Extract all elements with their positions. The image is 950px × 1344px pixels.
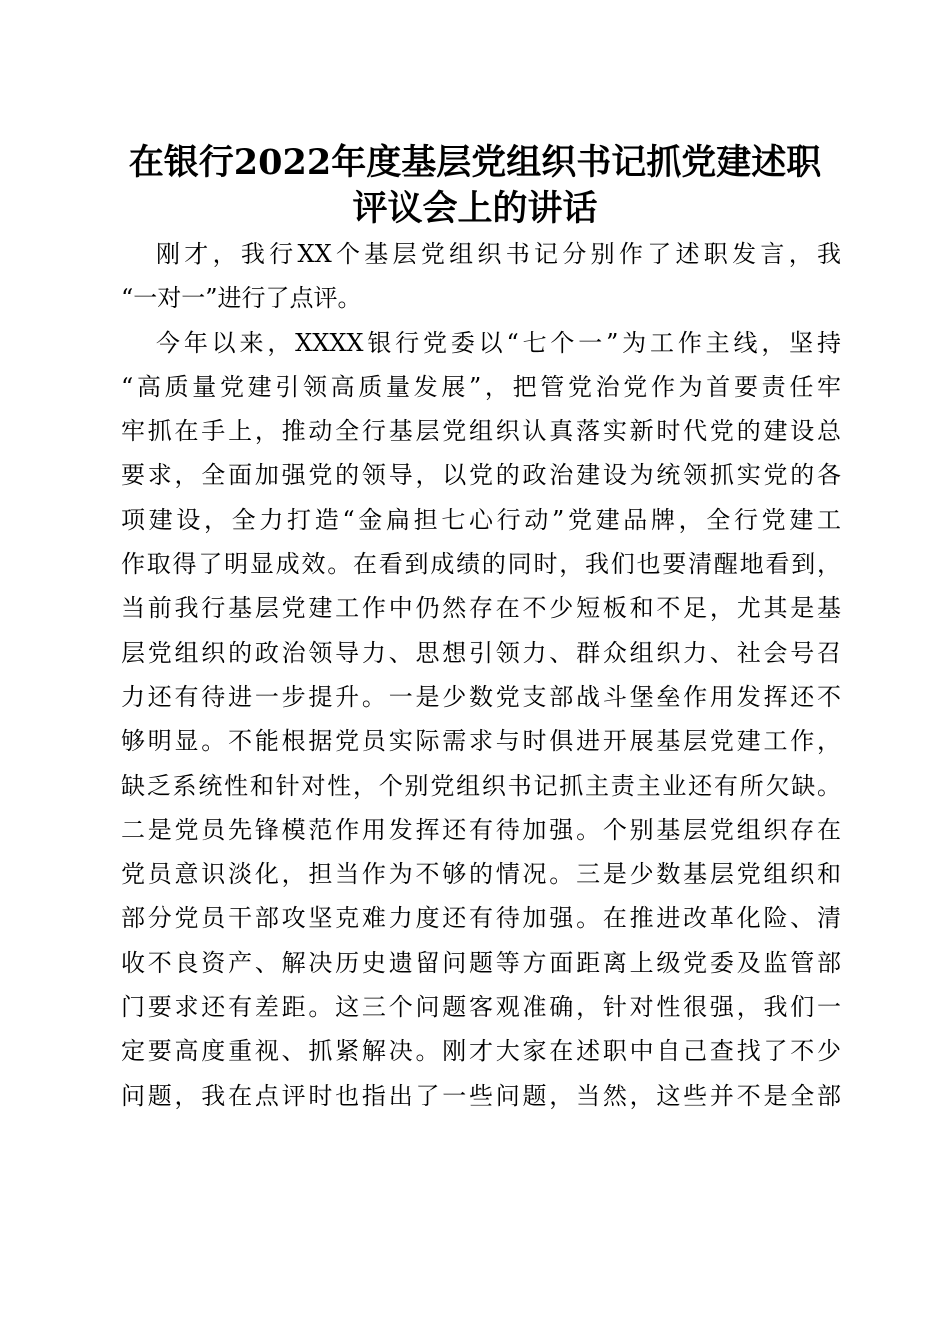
document-title-line-2: 评议会上的讲话	[352, 188, 598, 229]
body-line: 当前我行基层党建工作中仍然存在不少短板和不足，尤其是基	[121, 594, 841, 623]
body-line: 党员意识淡化，担当作为不够的情况。三是少数基层党组织和	[121, 860, 841, 889]
body-line: 要求，全面加强党的领导，以党的政治建设为统领抓实党的各	[121, 461, 841, 490]
document-title-line-1: 在银行2022年度基层党组织书记抓党建述职	[128, 142, 822, 183]
body-line: 二是党员先锋模范作用发挥还有待加强。个别基层党组织存在	[121, 815, 841, 844]
body-line: 层党组织的政治领导力、思想引领力、群众组织力、社会号召	[121, 638, 841, 667]
body-line: 收不良资产、解决历史遗留问题等方面距离上级党委及监管部	[121, 948, 841, 977]
body-line: 定要高度重视、抓紧解决。刚才大家在述职中自己查找了不少	[121, 1037, 841, 1066]
body-line: 作取得了明显成效。在看到成绩的同时，我们也要清醒地看到，	[121, 550, 841, 579]
body-line: 问题，我在点评时也指出了一些问题，当然，这些并不是全部	[121, 1081, 841, 1110]
body-line: 够明显。不能根据党员实际需求与时俱进开展基层党建工作，	[121, 727, 841, 756]
body-line: 部分党员干部攻坚克难力度还有待加强。在推进改革化险、清	[121, 904, 841, 933]
body-line: 刚才，我行XX个基层党组织书记分别作了述职发言，我	[156, 240, 841, 268]
body-line: 门要求还有差距。这三个问题客观准确，针对性很强，我们一	[121, 993, 841, 1022]
body-line: 牢抓在手上，推动全行基层党组织认真落实新时代党的建设总	[121, 417, 841, 446]
body-line: 力还有待进一步提升。一是少数党支部战斗堡垒作用发挥还不	[121, 682, 841, 711]
body-line: 缺乏系统性和针对性，个别党组织书记抓主责主业还有所欠缺。	[121, 771, 841, 800]
body-line: “高质量党建引领高质量发展”，把管党治党作为首要责任牢	[121, 372, 841, 401]
body-line: 项建设，全力打造“金扁担七心行动”党建品牌，全行党建工	[121, 505, 841, 534]
document-body	[121, 232, 841, 1118]
body-line: “一对一”进行了点评。	[121, 284, 362, 313]
body-line: 今年以来，XXXX银行党委以“七个一”为工作主线，坚持	[156, 328, 841, 357]
